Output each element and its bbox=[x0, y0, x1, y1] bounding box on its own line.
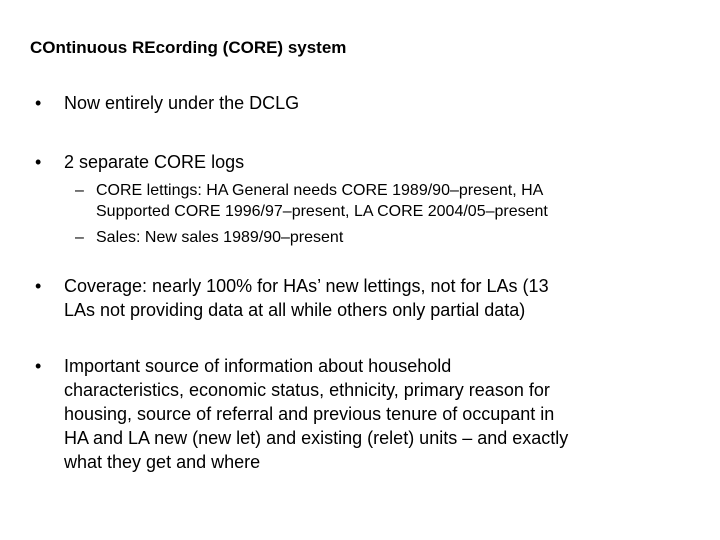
bullet-icon: • bbox=[35, 276, 42, 296]
bullet-line: Coverage: nearly 100% for HAs’ new lettings, not for LAs (13 bbox=[64, 276, 549, 296]
bullet-icon: • bbox=[35, 356, 42, 376]
bullet-line: characteristics, economic status, ethnicity, primary reason for bbox=[64, 380, 550, 400]
bullet-text bbox=[64, 274, 549, 322]
bullet-line: what they get and where bbox=[64, 452, 261, 472]
bullet-text bbox=[64, 354, 568, 474]
bullet-line: Now entirely under the DCLG bbox=[64, 93, 300, 113]
slide-title: COntinuous REcording (CORE) system bbox=[30, 38, 347, 57]
sub-bullet-line: Sales: New sales 1989/90–present bbox=[96, 229, 344, 246]
dash-icon: – bbox=[75, 182, 84, 199]
sub-bullet-line: CORE lettings: HA General needs CORE 1989/90–present, HA bbox=[96, 182, 544, 199]
dash-icon: – bbox=[75, 229, 84, 246]
sub-bullet-text bbox=[96, 180, 548, 222]
bullet-line: 2 separate CORE logs bbox=[64, 152, 245, 172]
bullet-line: HA and LA new (new let) and existing (relet) units – and exactly bbox=[64, 428, 569, 448]
bullet-icon: • bbox=[35, 152, 42, 172]
bullet-text bbox=[64, 91, 299, 115]
bullet-text bbox=[64, 150, 244, 174]
bullet-line: Important source of information about household bbox=[64, 356, 452, 376]
sub-bullet-line: Supported CORE 1996/97–present, LA CORE 2004/05–present bbox=[96, 203, 548, 220]
bullet-line: LAs not providing data at all while others only partial data) bbox=[64, 300, 526, 320]
bullet-icon: • bbox=[35, 93, 42, 113]
sub-bullet-text bbox=[96, 227, 343, 248]
bullet-line: housing, source of referral and previous tenure of occupant in bbox=[64, 404, 555, 424]
